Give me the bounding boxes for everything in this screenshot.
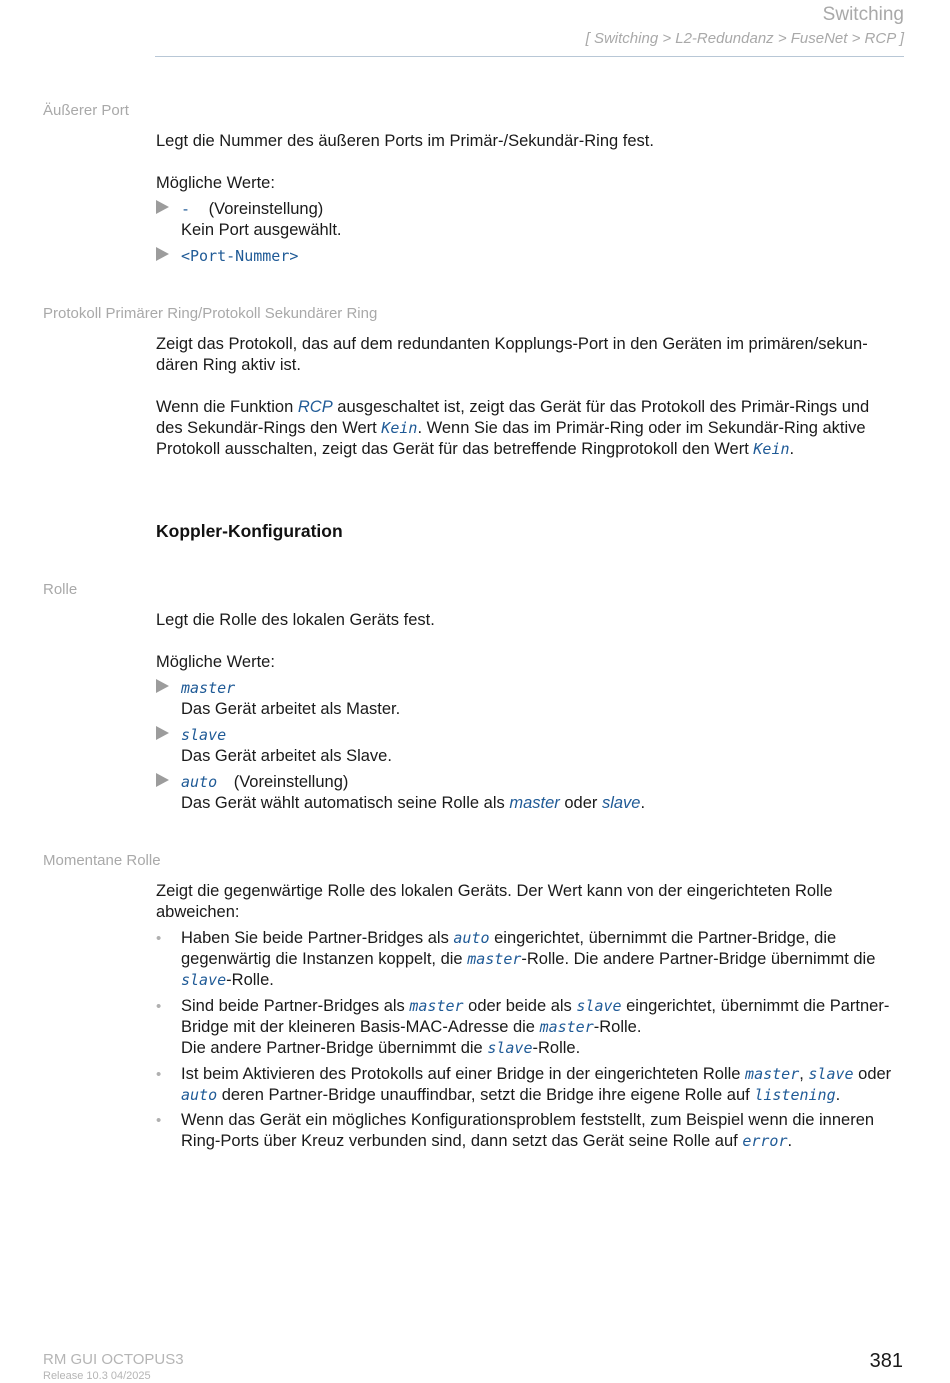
bullet-dot-icon: •	[156, 1112, 162, 1129]
section-heading: Koppler-Konfiguration	[156, 521, 343, 541]
section-label-role: Rolle	[43, 581, 78, 598]
header-divider	[155, 56, 904, 57]
value-description: Das Gerät arbeitet als Slave.	[181, 747, 392, 765]
footer-release: Release 10.3 04/2025	[43, 1370, 151, 1382]
header-title: Switching	[822, 4, 904, 25]
triangle-bullet-icon	[156, 773, 169, 787]
section-label-current-role: Momentane Rolle	[43, 852, 161, 869]
value-item-auto: auto (Voreinstellung) Das Gerät wählt automatisch seine Rolle als master oder slave.	[156, 772, 916, 814]
protocol-note: Wenn die Funktion RCP ausgeschaltet ist, zeigt das Gerät für das Protokoll des Primär-Rings und des Sekundär-Rings den Wert Kein. Wenn Sie das im Primär-Ring oder im Sekundär-Ring aktive Protokoll ausschalten, zeigt das Gerät für das betreffende Ringprotokoll den Wert Kein.	[156, 398, 870, 458]
value-code: slave	[181, 726, 227, 744]
rcp-link: RCP	[297, 398, 333, 416]
current-role-intro: Zeigt die gegenwärtige Rolle des lokalen Geräts. Der Wert kann von der eingerichteten Rolle abweichen:	[156, 882, 833, 921]
list-item: • Ist beim Aktivieren des Protokolls auf einer Bridge in der eingerichteten Rolle master, slave oder auto deren Partner-Bridge unauffindbar, setzt die Bridge ihre eigene Rolle auf listening.	[156, 1065, 892, 1104]
possible-values-label: Mögliche Werte:	[156, 653, 275, 671]
value-note: (Voreinstellung)	[233, 773, 349, 791]
triangle-bullet-icon	[156, 247, 169, 261]
page-number: 381	[869, 1350, 903, 1372]
role-description: Legt die Rolle des lokalen Geräts fest.	[156, 611, 435, 629]
value-code: master	[181, 679, 236, 697]
protocol-description: Zeigt das Protokoll, das auf dem redundanten Kopplungs-Port in den Geräten im primären/sekun- dären Ring aktiv ist.	[156, 335, 868, 374]
triangle-bullet-icon	[156, 679, 169, 693]
list-item: • Wenn das Gerät ein mögliches Konfigurationsproblem feststellt, zum Beispiel wenn die inneren Ring-Ports über Kreuz verbunden sind, dann setzt das Gerät seine Rolle auf error.	[156, 1111, 875, 1150]
section-label-protocol: Protokoll Primärer Ring/Protokoll Sekundärer Ring	[43, 305, 378, 322]
value-item-port-number	[156, 246, 916, 267]
possible-values-label: Mögliche Werte:	[156, 174, 275, 192]
outer-port-description: Legt die Nummer des äußeren Ports im Primär-/Sekundär-Ring fest.	[156, 132, 654, 150]
triangle-bullet-icon	[156, 200, 169, 214]
value-code: <Port-Nummer>	[181, 247, 299, 265]
value-item-none	[156, 199, 916, 241]
value-code: -	[181, 200, 191, 218]
section-label-outer-port: Äußerer Port	[43, 102, 129, 119]
footer	[43, 1351, 184, 1383]
value-item-slave	[156, 725, 916, 767]
running-header	[586, 4, 904, 49]
value-description: Das Gerät arbeitet als Master.	[181, 700, 401, 718]
footer-doc-title: RM GUI OCTOPUS3	[43, 1351, 184, 1368]
list-item: • Sind beide Partner-Bridges als master oder beide als slave eingerichtet, übernimmt die Partner- Bridge mit der kleineren Basis-MAC-Adresse die master-Rolle. Die andere Partner-Bridge übernimmt die slave-Rolle.	[156, 997, 890, 1057]
value-description: Kein Port ausgewählt.	[181, 221, 342, 239]
bullet-dot-icon: •	[156, 1066, 162, 1083]
value-note: (Voreinstellung)	[208, 200, 324, 218]
bullet-dot-icon: •	[156, 930, 162, 947]
value-item-master	[156, 678, 916, 720]
triangle-bullet-icon	[156, 726, 169, 740]
value-code: auto	[181, 773, 218, 791]
bullet-dot-icon: •	[156, 998, 162, 1015]
list-item: • Haben Sie beide Partner-Bridges als auto eingerichtet, übernimmt die Partner-Bridge, die gegenwärtig die Instanzen koppelt, die master-Rolle. Die andere Partner-Bridge übernimmt die slave-Rolle.	[156, 929, 876, 989]
breadcrumb: [ Switching > L2-Redundanz > FuseNet > RCP ]	[585, 30, 904, 47]
